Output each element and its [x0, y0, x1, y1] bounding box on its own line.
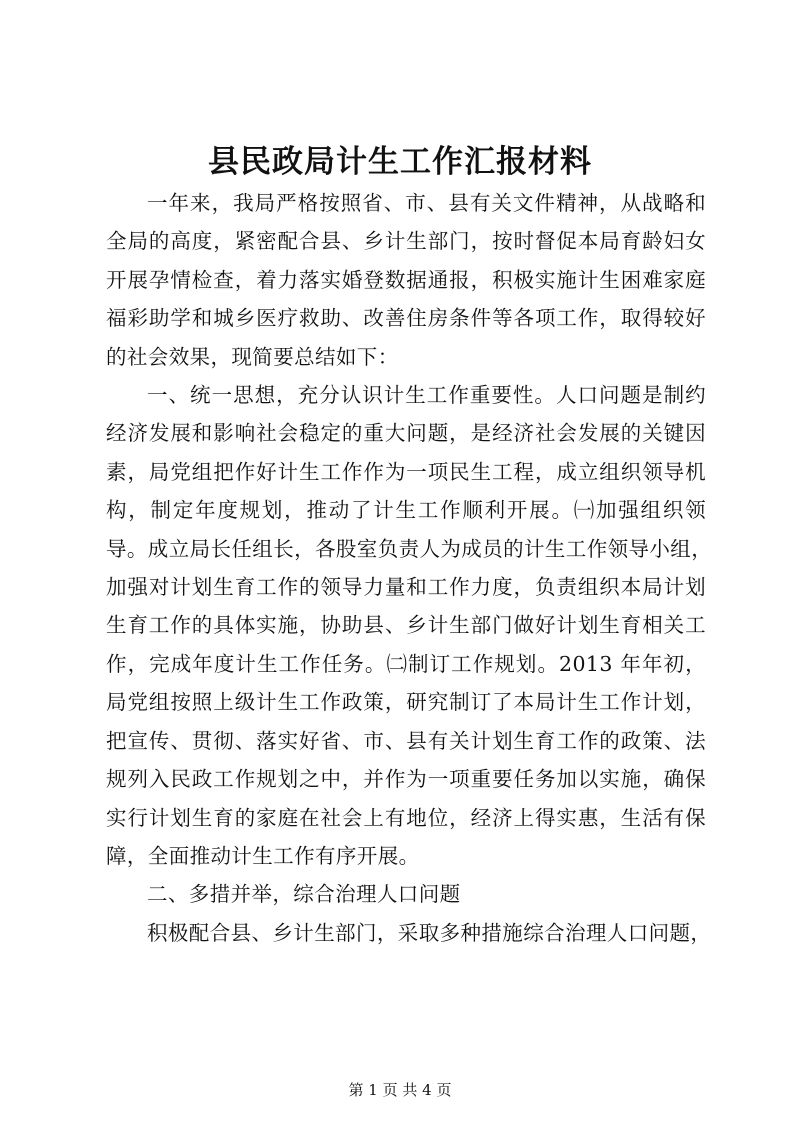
body-line-18: 障，全面推动计生工作有序开展。: [106, 843, 420, 868]
body-line-20: 积极配合县、乡计生部门，采取多种措施综合治理人口问题，: [147, 920, 712, 945]
body-line-15: 把宣传、贯彻、落实好省、市、县有关计划生育工作的政策、法: [106, 728, 706, 753]
body-line-5: 的社会效果，现简要总结如下：: [106, 344, 399, 369]
document-body: [106, 184, 713, 952]
body-line-3: 开展孕情检查，着力落实婚登数据通报，积极实施计生困难家庭: [106, 267, 706, 292]
body-line-8: 素，局党组把作好计生工作作为一项民生工程，成立组织领导机: [106, 459, 706, 484]
body-line-16: 规列入民政工作规划之中，并作为一项重要任务加以实施，确保: [106, 767, 706, 792]
body-line-14: 局党组按照上级计生工作政策，研究制订了本局计生工作计划，: [106, 690, 706, 715]
body-line-10: 导。成立局长任组长，各股室负责人为成员的计生工作领导小组，: [106, 536, 713, 561]
body-line-1: 一年来，我局严格按照省、市、县有关文件精神，从战略和: [147, 191, 706, 215]
section-heading-2: 二、多措并举，综合治理人口问题: [147, 882, 461, 907]
body-line-2: 全局的高度，紧密配合县、乡计生部门，按时督促本局育龄妇女: [106, 229, 706, 254]
body-line-9: 构，制定年度规划，推动了计生工作顺利开展。㈠加强组织领: [106, 498, 706, 523]
page-footer: 第 1 页 共 4 页: [348, 1081, 452, 1099]
body-line-13: 作，完成年度计生工作任务。㈡制订工作规划。2013 年年初，: [106, 651, 706, 676]
body-line-4: 福彩助学和城乡医疗救助、改善住房条件等各项工作，取得较好: [106, 306, 706, 331]
document-title: 县民政局计生工作汇报材料: [208, 144, 592, 180]
body-line-11: 加强对计划生育工作的领导力量和工作力度，负责组织本局计划: [106, 575, 706, 600]
body-line-17: 实行计划生育的家庭在社会上有地位，经济上得实惠，生活有保: [106, 805, 706, 830]
body-line-6: 一、统一思想，充分认识计生工作重要性。人口问题是制约: [147, 383, 706, 408]
body-line-7: 经济发展和影响社会稳定的重大问题，是经济社会发展的关键因: [106, 421, 706, 446]
body-line-12: 生育工作的具体实施，协助县、乡计生部门做好计划生育相关工: [106, 613, 706, 638]
